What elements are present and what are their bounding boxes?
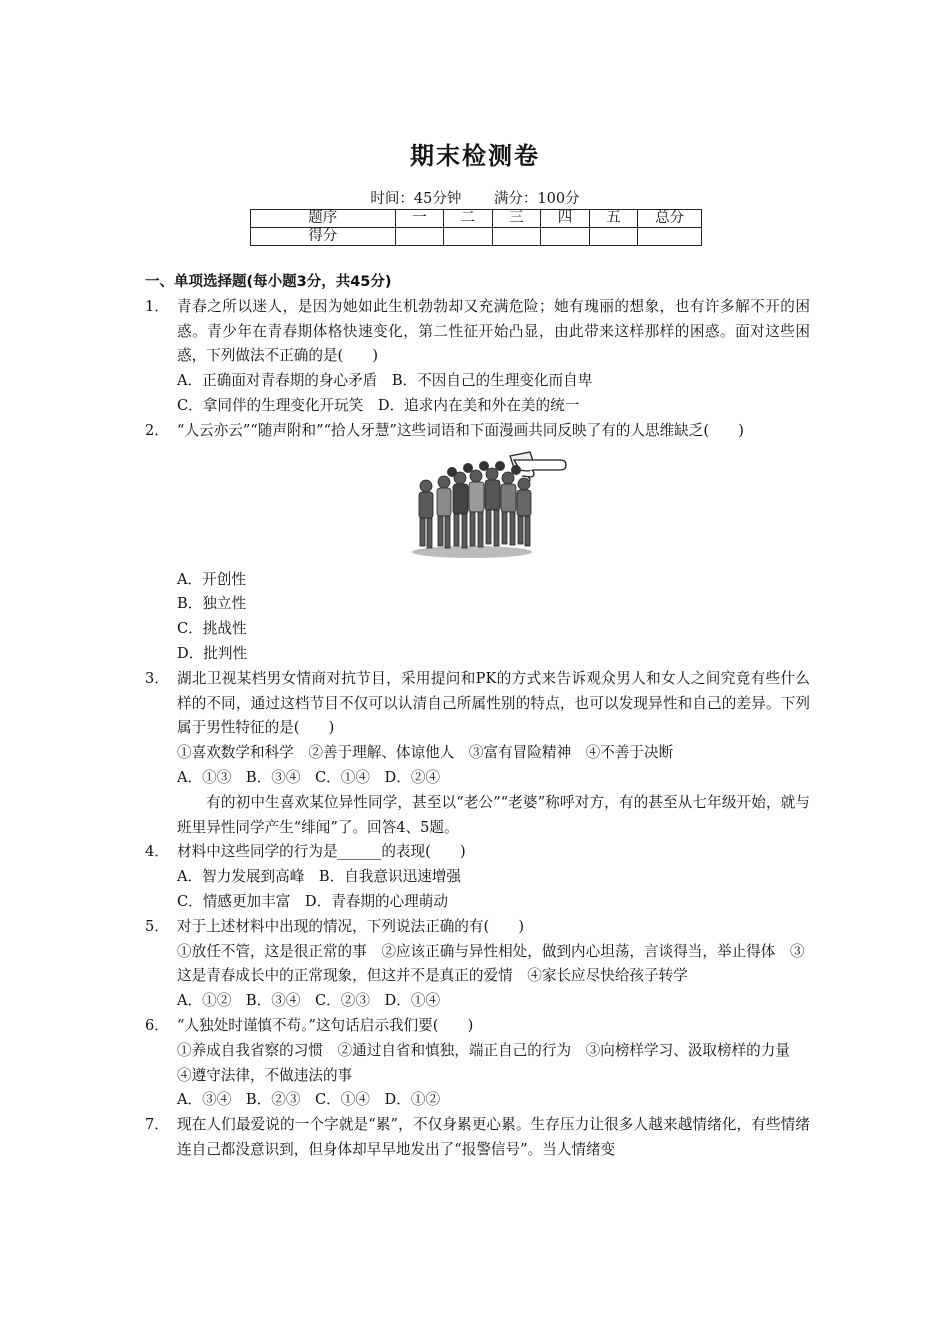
question-5-options: A．①② B．③④ C．②③ D．①④	[177, 992, 441, 1010]
question-stem: 现在人们最爱说的一个字就是“累”，不仅身累更心累。生存压力让很多人越来越情绪化，有些情绪连自己都没意识到，但身体却早早地发出了“报警信号”。当人情绪变	[177, 1116, 810, 1158]
question-2-option: C．挑战性	[177, 620, 247, 638]
score-blank-cell	[541, 228, 590, 246]
score-header-cell: 题序	[251, 210, 396, 228]
question-5-items: ①放任不管，这是很正常的事 ②应该正确与异性相处，做到内心坦荡，言谈得当，举止得体 ③这是青春成长中的正常现象，但这并不是真正的爱情 ④家长应尽快给孩子转学	[177, 942, 805, 985]
question-2-option: A．开创性	[177, 570, 246, 588]
question-6-options: A．③④ B．②③ C．①④ D．①②	[177, 1091, 441, 1109]
score-table	[250, 209, 702, 246]
question-stem: 对于上述材料中出现的情况，下列说法正确的有( )	[177, 917, 525, 935]
score-header-cell: 二	[444, 210, 493, 228]
question-1-options-a-b: A．正确面对青春期的身心矛盾 B．不因自己的生理变化而自卑	[177, 372, 593, 390]
question-3	[145, 667, 810, 741]
question-2	[145, 419, 810, 444]
score-header-cell: 总分	[638, 210, 702, 228]
score-row-label: 得分	[251, 228, 396, 246]
score-header-cell: 三	[492, 210, 541, 228]
question-3-items: ①喜欢数学和科学 ②善于理解、体谅他人 ③富有冒险精神 ④不善于决断	[177, 744, 674, 762]
question-number: 1．	[145, 297, 169, 315]
exam-content	[145, 270, 810, 1163]
page-title: 期末检测卷	[410, 141, 540, 170]
question-number: 6．	[145, 1016, 169, 1034]
question-stem: “人云亦云”“随声附和”“拾人牙慧”这些词语和下面漫画共同反映了有的人思维缺乏( )	[177, 421, 744, 439]
question-4-options-a-b: A．智力发展到高峰 B．自我意识迅速增强	[177, 868, 461, 886]
question-number: 3．	[145, 669, 169, 687]
exam-meta	[0, 187, 950, 208]
question-7	[145, 1113, 810, 1163]
exam-time: 时间：45分钟	[370, 191, 462, 207]
score-blank-cell	[395, 228, 444, 246]
score-blank-cell	[444, 228, 493, 246]
question-1	[145, 295, 810, 369]
question-stem: “人独处时谨慎不苟。”这句话启示我们要( )	[177, 1016, 474, 1034]
question-5	[145, 915, 810, 940]
crowd-following-hand-icon	[410, 448, 570, 562]
question-number: 5．	[145, 917, 169, 935]
question-4	[145, 840, 810, 865]
score-blank-cell	[589, 228, 638, 246]
question-number: 7．	[145, 1116, 169, 1134]
score-header-cell: 一	[395, 210, 444, 228]
question-stem: 湖北卫视某档男女情商对抗节目，采用提问和PK的方式来告诉观众男人和女人之间究竟有些什么样的不同，通过这档节目不仅可以认清自己所属性别的特点，也可以发现异性和自己的差异。下列属于男性特征的是( )	[177, 669, 810, 737]
question-number: 4．	[145, 843, 169, 861]
question-2-option: D．批判性	[177, 644, 248, 662]
score-blank-cell	[638, 228, 702, 246]
score-table-score-row	[251, 228, 702, 246]
material-passage: 有的初中生喜欢某位异性同学，甚至以“老公”“老婆”称呼对方，有的甚至从七年级开始，就与班里异性同学产生“绯闻”了。回答4、5题。	[177, 793, 810, 836]
question-stem: 青春之所以迷人，是因为她如此生机勃勃却又充满危险；她有瑰丽的想象，也有许多解不开的困惑。青少年在青春期体格快速变化，第二性征开始凸显，由此带来这样那样的困惑。面对这些困惑，下列做法不正确的是( )	[177, 297, 810, 365]
exam-full-score: 满分：100分	[493, 191, 580, 207]
question-6-items: ①养成自我省察的习惯 ②通过自省和慎独，端正自己的行为 ③向榜样学习、汲取榜样的力量 ④遵守法律，不做违法的事	[177, 1041, 805, 1084]
question-6	[145, 1014, 810, 1039]
score-header-cell: 五	[589, 210, 638, 228]
question-3-options: A．①③ B．③④ C．①④ D．②④	[177, 768, 441, 786]
question-stem: 材料中这些同学的行为是______的表现( )	[177, 843, 466, 861]
question-2-option: B．独立性	[177, 595, 247, 613]
question-number: 2．	[145, 421, 169, 439]
score-blank-cell	[492, 228, 541, 246]
question-1-options-c-d: C．拿同伴的生理变化开玩笑 D．追求内在美和外在美的统一	[177, 396, 580, 414]
question-4-options-c-d: C．情感更加丰富 D．青春期的心理萌动	[177, 892, 448, 910]
cartoon-figure	[145, 448, 810, 566]
section-heading: 一、单项选择题(每小题3分，共45分)	[145, 274, 392, 290]
score-table-header-row	[251, 210, 702, 228]
score-header-cell: 四	[541, 210, 590, 228]
